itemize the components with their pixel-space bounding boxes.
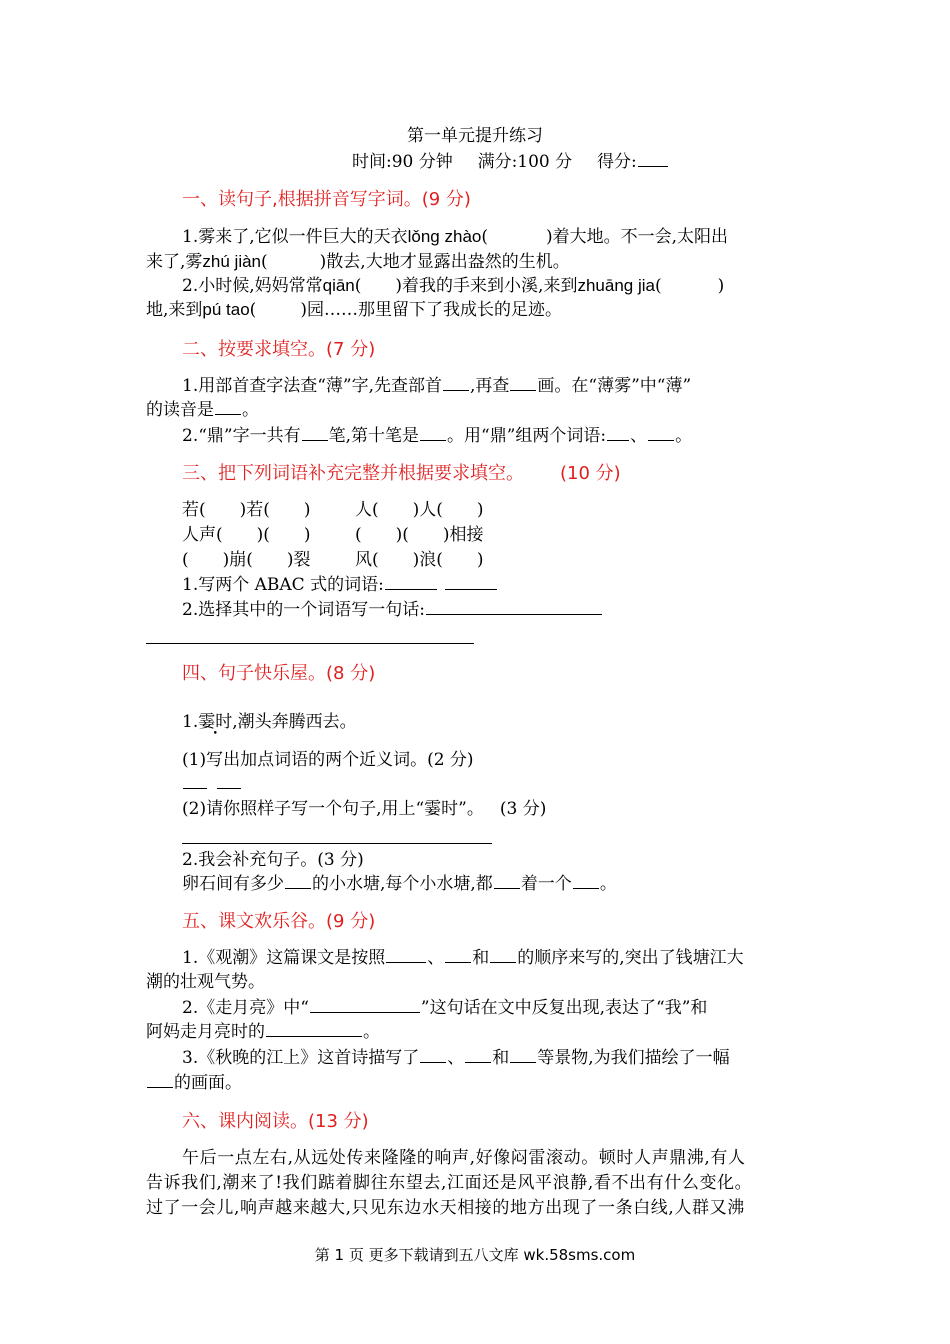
- s4-q1-num: 1.: [182, 712, 199, 732]
- blank[interactable]: [420, 1046, 446, 1063]
- s5-q3-text-a: 3.《秋晚的江上》这首诗描写了: [182, 1048, 420, 1068]
- answer-line[interactable]: [146, 643, 474, 644]
- s4-q2-text-c: 着一个: [520, 874, 572, 894]
- blank[interactable]: [386, 946, 426, 963]
- blank[interactable]: [465, 1046, 491, 1063]
- blank[interactable]: [490, 946, 516, 963]
- s5-q1-text-b: 、: [427, 948, 445, 968]
- s5-q2-text-d: 。: [363, 1022, 380, 1042]
- blank[interactable]: [510, 374, 536, 391]
- s5-q2-text-c: 阿妈走月亮时的: [146, 1022, 265, 1042]
- s2-q2-line: [182, 424, 692, 448]
- s1-q2-line1: 2.小时候,妈妈常常qiān( )着我的手来到小溪,来到zhuāng jia( ): [182, 276, 725, 296]
- blank[interactable]: [426, 598, 602, 615]
- blank[interactable]: [607, 424, 629, 441]
- s4-q1-line: [182, 710, 357, 734]
- s4-q2-text-d: 。: [599, 874, 617, 894]
- idiom-r2a: 人声( )( ): [182, 525, 311, 545]
- section-1-title: 一、读句子,根据拼音写字词。(9 分): [182, 189, 471, 210]
- s3-q2-text: 2.选择其中的一个词语写一句话:: [182, 600, 425, 620]
- dotted-word: 霎时: [198, 712, 233, 732]
- blank[interactable]: [420, 424, 446, 441]
- blank[interactable]: [310, 996, 420, 1013]
- s2-q1-line2: [146, 398, 259, 422]
- s5-q1-text-c: 和: [472, 948, 490, 968]
- s2-q2-text-b: 笔,第十笔是: [328, 426, 420, 446]
- reading-line-2: 告诉我们,潮来了!我们踮着脚往东望去,江面还是风平浪静,看不出有什么变化。: [146, 1173, 753, 1193]
- blank[interactable]: [217, 772, 241, 789]
- blank[interactable]: [443, 374, 469, 391]
- s2-q2-text-a: 2.“鼎”字一共有: [182, 426, 301, 446]
- blank[interactable]: [573, 872, 599, 889]
- s5-q3-line2: [146, 1071, 242, 1095]
- blank[interactable]: [445, 946, 471, 963]
- s3-q1-line: [182, 573, 498, 597]
- section-4-title: 四、句子快乐屋。(8 分): [182, 663, 376, 684]
- s5-q3-text-c: 和: [492, 1048, 510, 1068]
- s5-q2-line1: [182, 996, 707, 1020]
- s1-q2-text-c: 地,来到: [146, 300, 203, 320]
- s5-q1-text-d: 的顺序来写的,突出了钱塘江大: [517, 948, 744, 968]
- pinyin-zhuangjia: zhuāng jia: [577, 276, 655, 295]
- blank[interactable]: [648, 424, 674, 441]
- s4-q2-text-a: 卵石间有多少: [182, 874, 284, 894]
- section-3-points: (10 分): [560, 463, 621, 484]
- s4-q2-line: [182, 872, 617, 896]
- idiom-r3b: 风( )浪( ): [355, 550, 484, 570]
- answer-line[interactable]: [182, 843, 492, 844]
- pinyin-putao: pú tao: [202, 300, 250, 319]
- page-title: 第一单元提升练习: [407, 126, 543, 146]
- blank[interactable]: [385, 573, 437, 590]
- s2-q2-text-e: 。: [675, 426, 693, 446]
- s2-q1-text-e: 。: [242, 400, 259, 420]
- blank[interactable]: [445, 573, 497, 590]
- s4-q1-2-line: [182, 797, 546, 821]
- s5-q1-line1: [182, 946, 744, 970]
- s2-q2-text-d: 、: [630, 426, 648, 446]
- s5-q1-text-a: 1.《观潮》这篇课文是按照: [182, 948, 386, 968]
- s4-q1-rest: ,潮头奔腾西去。: [232, 712, 357, 732]
- s2-q1-text-c: 画。在“薄雾”中“薄”: [537, 376, 692, 396]
- s1-q1-line2: 来了,雾zhú jiàn( )散去,大地才显露出盎然的生机。: [146, 252, 570, 272]
- s5-q2-line2: [146, 1020, 380, 1044]
- blank[interactable]: [266, 1020, 362, 1037]
- reading-line-3: 过了一会儿,响声越来越大,只见东边水天相接的地方出现了一条白线,人群又沸: [146, 1198, 745, 1218]
- idiom-r2b: ( )( )相接: [355, 525, 484, 545]
- s5-q1-text-e: 潮的壮观气势。: [146, 972, 265, 992]
- s4-q1-2-points: (3 分): [499, 799, 547, 819]
- s1-q1-text-a: 1.雾来了,它似一件巨大的天衣: [182, 227, 408, 247]
- s5-q3-line1: [182, 1046, 730, 1070]
- s3-q2-line: [182, 598, 603, 622]
- section-6-title: 六、课内阅读。(13 分): [182, 1111, 369, 1132]
- idiom-r3a: ( )崩( )裂: [182, 550, 311, 570]
- s4-q1-2: (2)请你照样子写一个句子,用上“霎时”。: [182, 799, 484, 819]
- full-score-label: 满分:100 分: [477, 152, 573, 172]
- pinyin-qian: qiān: [322, 276, 355, 295]
- s5-q2-text-b: ”这句话在文中反复出现,表达了“我”和: [420, 998, 708, 1018]
- blank[interactable]: [183, 772, 207, 789]
- blank[interactable]: [494, 872, 520, 889]
- s5-q3-text-b: 、: [447, 1048, 465, 1068]
- pinyin-longzhao: lǒng zhào: [407, 227, 482, 246]
- s2-q1-text-a: 1.用部首查字法查“薄”字,先查部首: [182, 376, 443, 396]
- s4-q2-text-b: 的小水塘,每个小水塘,都: [312, 874, 493, 894]
- s2-q2-text-c: 。用“鼎”组两个词语:: [447, 426, 607, 446]
- s1-q1-text-b: 着大地。不一会,太阳出: [552, 227, 729, 247]
- s3-q1-text: 1.写两个 ABAC 式的词语:: [182, 575, 384, 595]
- s4-q1-1: (1)写出加点词语的两个近义词。(2 分): [182, 750, 474, 770]
- idiom-r1a: 若( )若( ): [182, 500, 311, 520]
- s1-q2-text-a: 2.小时候,妈妈常常: [182, 276, 323, 296]
- idiom-r1b: 人( )人( ): [355, 500, 484, 520]
- section-3-title-text: 三、把下列词语补充完整并根据要求填空。: [182, 463, 524, 484]
- s1-q2-line2: 地,来到pú tao( )园……那里留下了我成长的足迹。: [146, 300, 562, 320]
- time-info: [352, 150, 669, 174]
- s4-q2: 2.我会补充句子。(3 分): [182, 850, 364, 870]
- blank[interactable]: [285, 872, 311, 889]
- s4-q1-1-blanks: [182, 772, 242, 796]
- s2-q1-text-b: ,再查: [470, 376, 510, 396]
- blank[interactable]: [147, 1071, 173, 1088]
- s1-q1-line1: 1.雾来了,它似一件巨大的天衣lǒng zhào( )着大地。不一会,太阳出: [182, 227, 729, 247]
- blank[interactable]: [215, 398, 241, 415]
- section-3-title: [182, 462, 621, 486]
- blank[interactable]: [510, 1046, 536, 1063]
- s5-q3-text-d: 等景物,为我们描绘了一幅: [537, 1048, 730, 1068]
- pinyin-zhujian: zhú jiàn: [202, 252, 262, 271]
- reading-line-1: 午后一点左右,从远处传来隆隆的响声,好像闷雷滚动。顿时人声鼎沸,有人: [182, 1148, 746, 1168]
- blank[interactable]: [302, 424, 328, 441]
- s1-q1-text-c: 来了,雾: [146, 252, 203, 272]
- s5-q3-text-e: 的画面。: [174, 1073, 242, 1093]
- s1-q1-text-d: 散去,大地才显露出盎然的生机。: [326, 252, 570, 272]
- s1-q2-text-d: 园……那里留下了我成长的足迹。: [306, 300, 562, 320]
- section-2-title: 二、按要求填空。(7 分): [182, 339, 376, 360]
- s2-q1-text-d: 的读音是: [146, 400, 214, 420]
- section-5-title: 五、课文欢乐谷。(9 分): [182, 911, 376, 932]
- page-footer: 第 1 页 更多下载请到五八文库 wk.58sms.com: [314, 1246, 636, 1264]
- s1-q2-text-b: 着我的手来到小溪,来到: [402, 276, 578, 296]
- s5-q2-text-a: 2.《走月亮》中“: [182, 998, 309, 1018]
- s2-q1-line1: [182, 374, 691, 398]
- score-blank[interactable]: [638, 150, 668, 167]
- time-label: 时间:90 分钟: [352, 152, 453, 172]
- score-label: 得分:: [596, 152, 637, 172]
